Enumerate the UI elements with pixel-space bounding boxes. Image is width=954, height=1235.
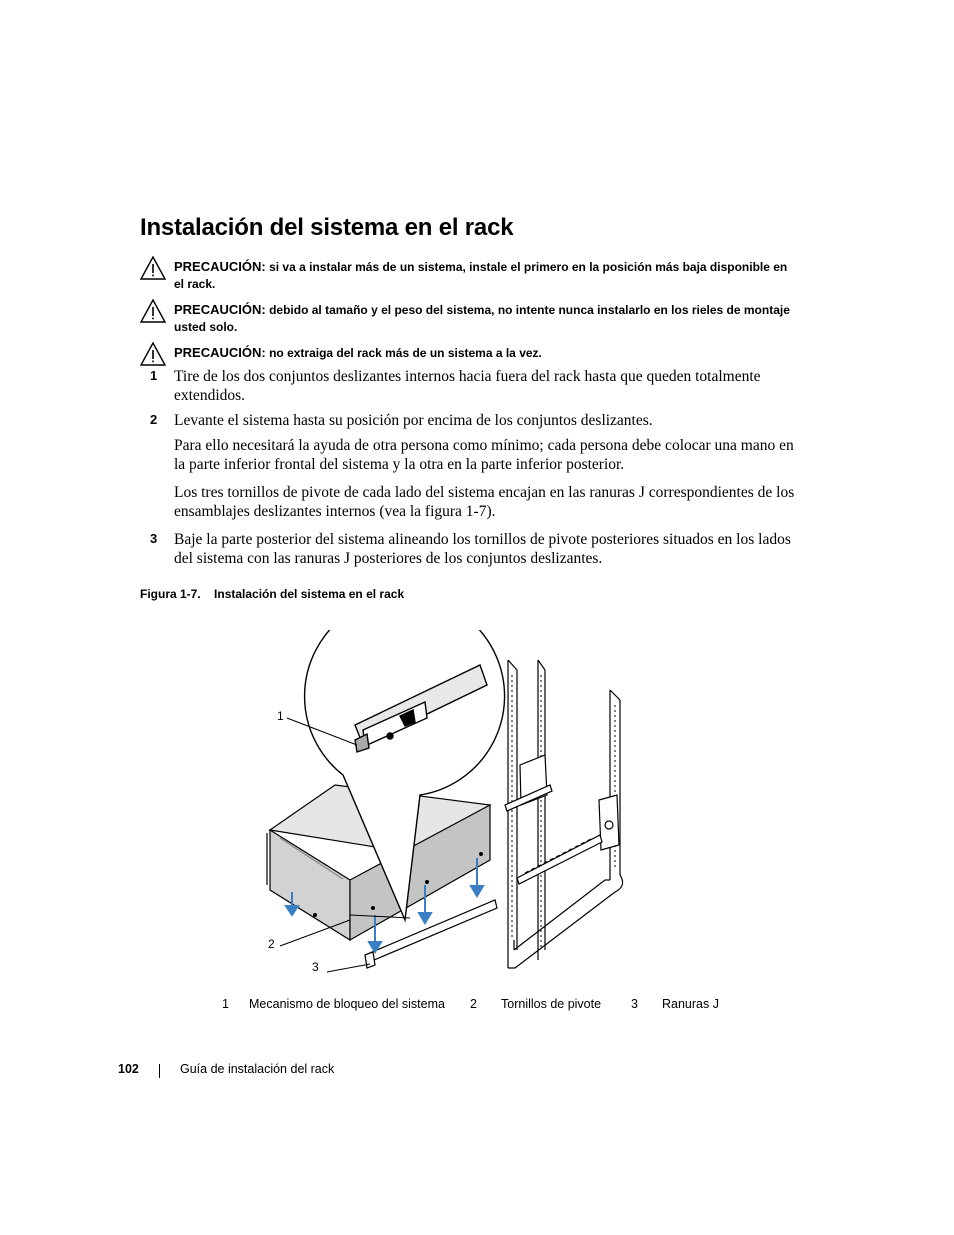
warning-icon xyxy=(140,299,166,323)
step-text: Levante el sistema hasta su posición por encima de los conjuntos deslizantes. xyxy=(174,412,653,429)
step-3 xyxy=(140,531,800,568)
step-text: Tire de los dos conjuntos deslizantes internos hacia fuera del rack hasta que queden totalmente extendidos. xyxy=(174,368,761,404)
figure-caption xyxy=(140,587,404,601)
caution-label: PRECAUCIÓN: xyxy=(174,302,266,317)
rack-installation-illustration xyxy=(255,630,645,980)
legend-label: Tornillos de pivote xyxy=(501,997,602,1011)
legend-label: Ranuras J xyxy=(662,997,719,1011)
step-2-paragraph-1: Para ello necesitará la ayuda de otra persona como mínimo; cada persona debe colocar una mano en la parte inferior frontal del sistema y la otra en la parte inferior posterior. xyxy=(174,437,794,473)
warning-icon xyxy=(140,256,166,280)
legend-number: 3 xyxy=(631,997,638,1011)
figure-title: Instalación del sistema en el rack xyxy=(214,587,405,601)
callout-number-1: 1 xyxy=(277,709,284,723)
caution-text: debido al tamaño y el peso del sistema, no intente nunca instalarlo en los rieles de montaje usted solo. xyxy=(174,303,790,334)
step-2 xyxy=(140,412,800,431)
step-text: Baje la parte posterior del sistema alineando los tornillos de pivote posteriores situados en los lados del sistema con las ranuras J posteriores de los conjuntos deslizantes. xyxy=(174,531,791,567)
rack-brackets xyxy=(520,755,619,850)
caution-label: PRECAUCIÓN: xyxy=(174,259,266,274)
step-2-paragraph-2: Los tres tornillos de pivote de cada lado del sistema encajan en las ranuras J correspondientes de los ensamblajes deslizantes internos (vea la figura 1-7). xyxy=(174,484,795,520)
callout-number-2: 2 xyxy=(268,937,275,951)
step-number: 2 xyxy=(150,412,158,427)
legend-number: 2 xyxy=(470,997,477,1011)
caution-label: PRECAUCIÓN: xyxy=(174,345,266,360)
legend-label: Mecanismo de bloqueo del sistema xyxy=(249,997,445,1011)
page-number: 102 xyxy=(118,1062,139,1076)
caution-notice-2 xyxy=(140,301,800,336)
slide-rails xyxy=(505,785,602,884)
step-number: 3 xyxy=(150,531,158,546)
page-title: Instalación del sistema en el rack xyxy=(140,214,514,241)
warning-icon xyxy=(140,342,166,366)
caution-text: si va a instalar más de un sistema, instale el primero en la posición más baja disponible en el rack. xyxy=(174,260,788,291)
step-1 xyxy=(140,368,800,405)
callout-number-3: 3 xyxy=(312,960,319,974)
caution-text: no extraiga del rack más de un sistema a la vez. xyxy=(269,346,542,360)
footer-separator xyxy=(159,1064,160,1078)
figure-number: Figura 1-7. xyxy=(140,587,201,601)
caution-notice-1 xyxy=(140,258,800,293)
caution-notice-3 xyxy=(140,344,800,362)
step-number: 1 xyxy=(150,368,158,383)
footer-title: Guía de instalación del rack xyxy=(180,1062,335,1076)
legend-number: 1 xyxy=(222,997,229,1011)
